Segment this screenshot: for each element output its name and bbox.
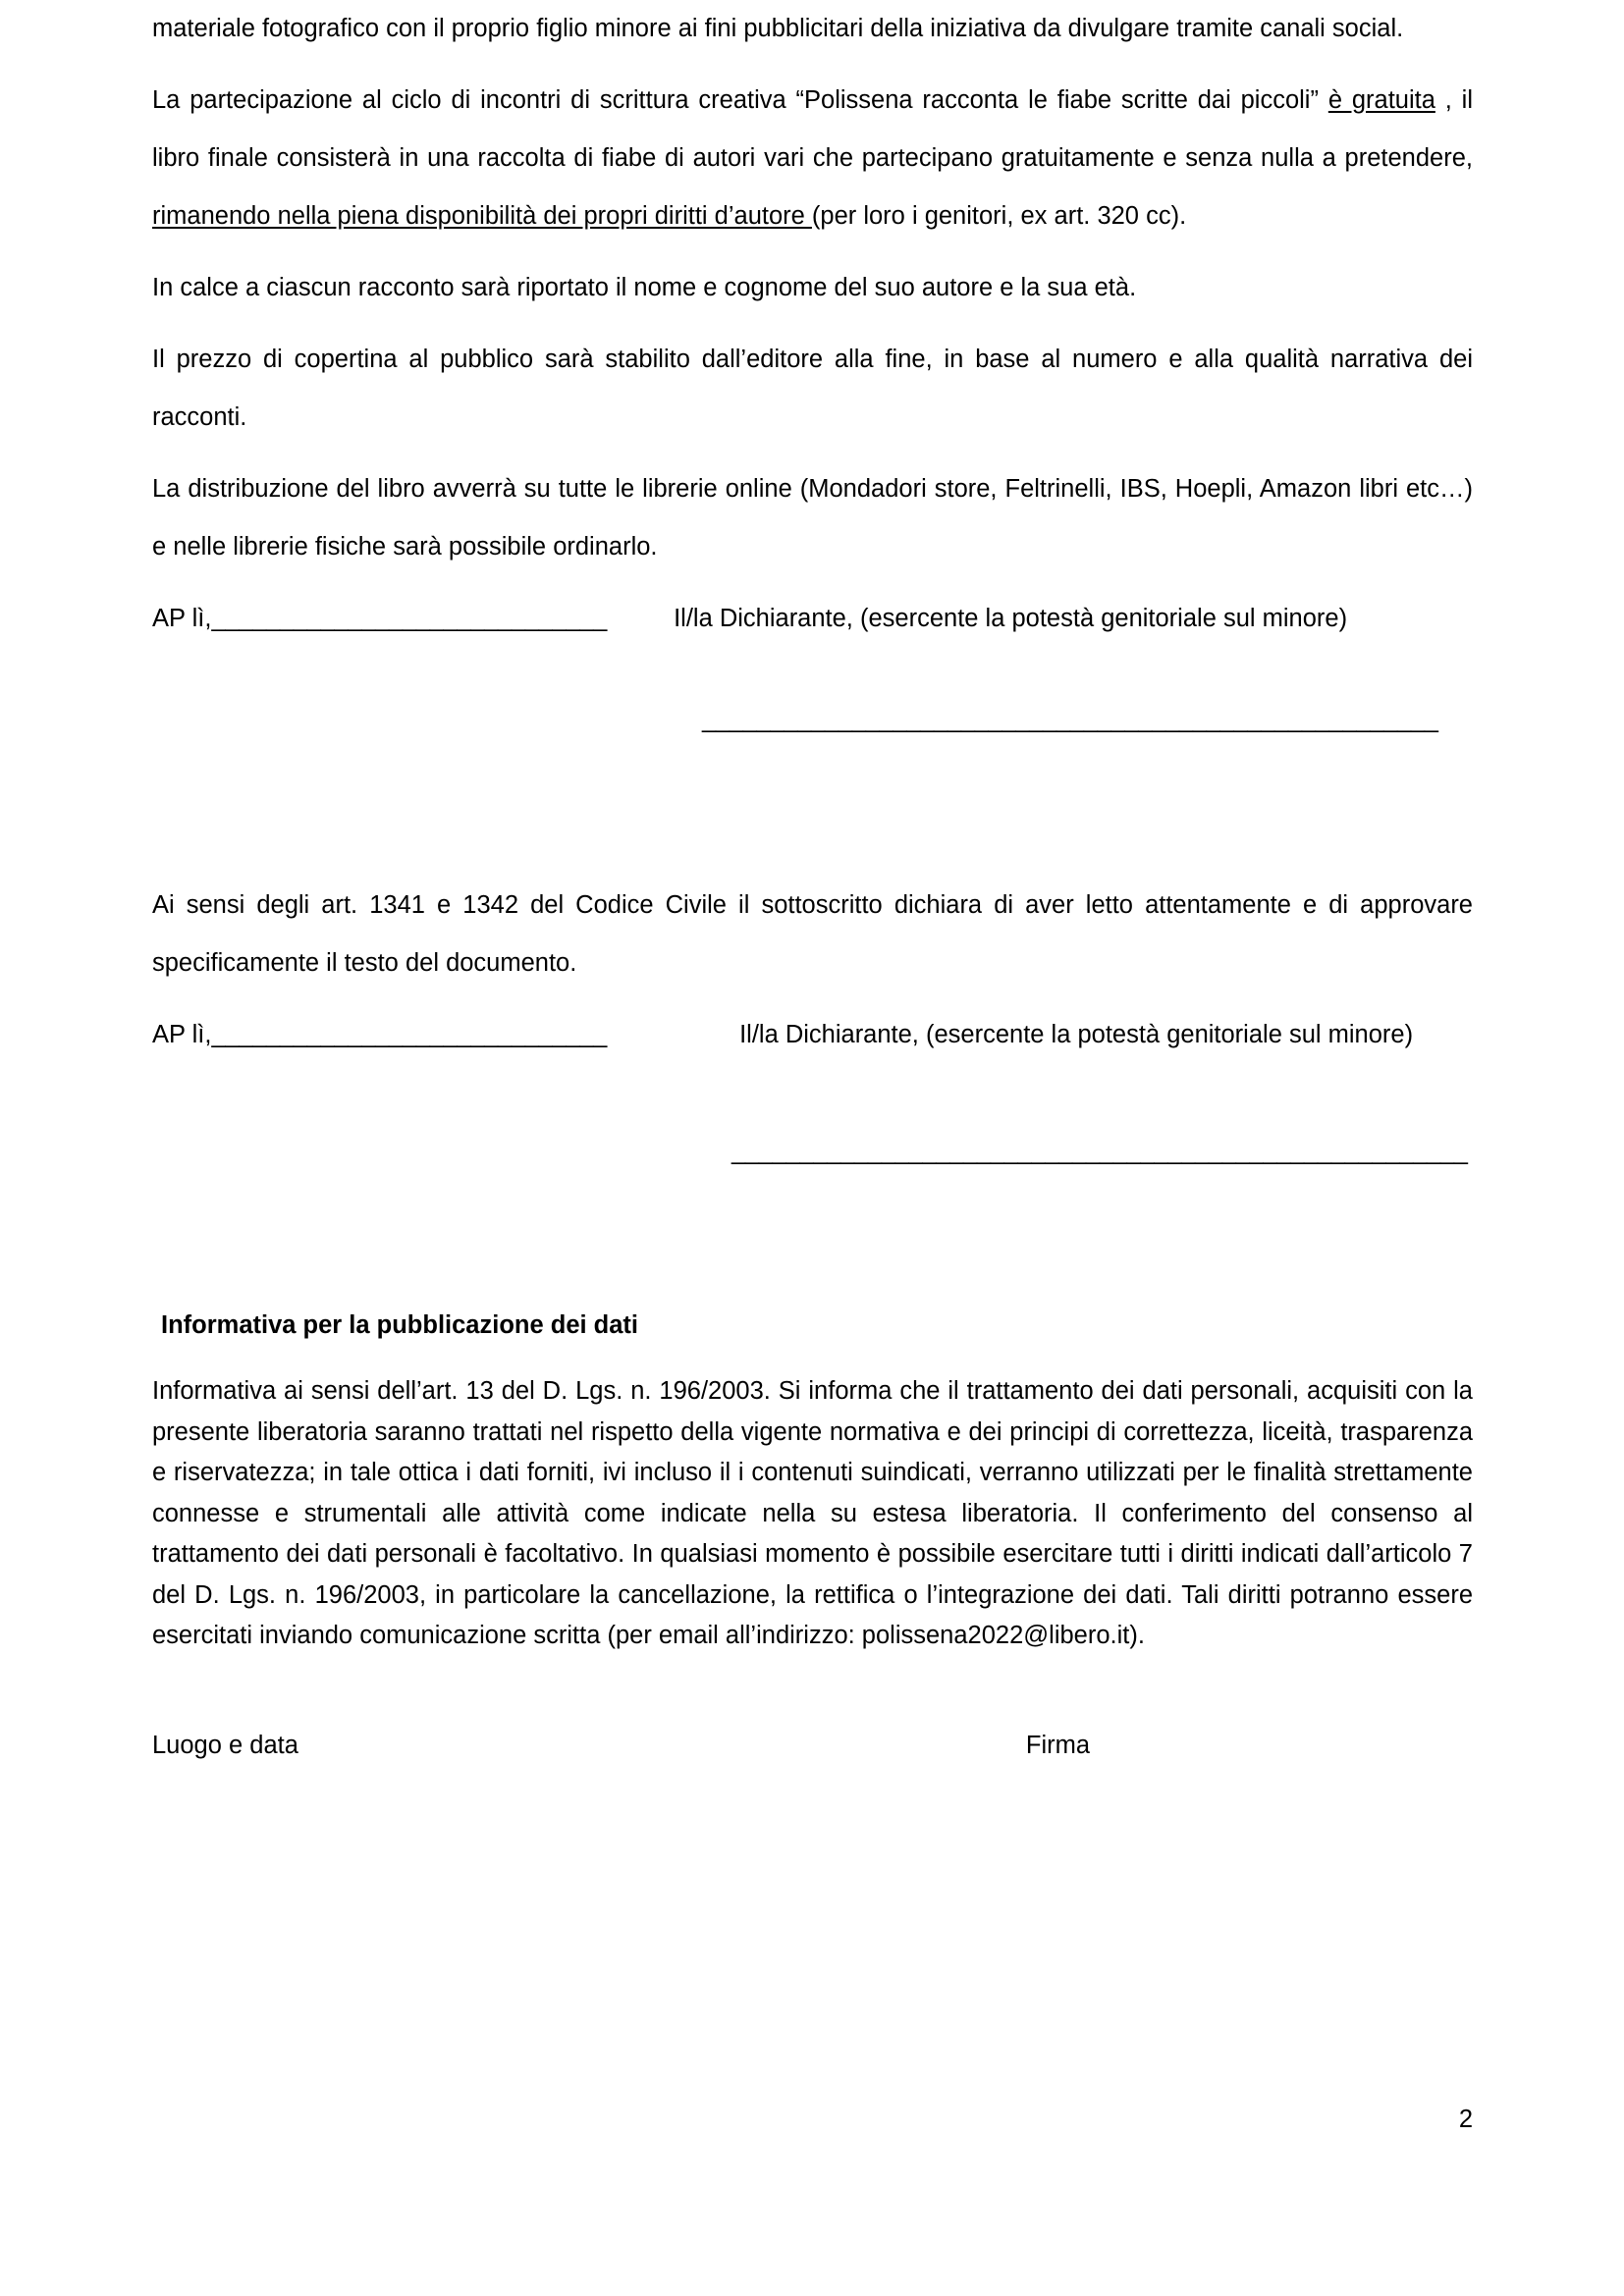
- signature-row-2: [152, 1006, 1473, 1064]
- declarant-label-1: Il/la Dichiarante, (esercente la potestà genitoriale sul minore): [674, 605, 1348, 632]
- signature-line-indent-1: [152, 691, 702, 749]
- emphasis-gratuita: è gratuita: [1327, 86, 1435, 114]
- paragraph-cover-price: Il prezzo di copertina al pubblico sarà stabilito dall’editore alla fine, in base al numero e alla qualità narrativa dei racconti.: [152, 346, 1473, 431]
- place-date-field-2: [152, 1006, 607, 1064]
- paragraph-approval: Ai sensi degli art. 1341 e 1342 del Codice Civile il sottoscritto dichiara di aver letto attentamente e di approvare specificamente il testo del documento.: [152, 891, 1473, 977]
- signature-line-2[interactable]: ______________________________________________________: [731, 1138, 1468, 1165]
- paragraph-participation-part3: (per loro i genitori, ex art. 320 cc).: [811, 202, 1187, 230]
- footer-row: [152, 1726, 1473, 1765]
- document-content: [152, 0, 1473, 1765]
- paragraph-continuation: materiale fotografico con il proprio figlio minore ai fini pubblicitari della iniziativa da divulgare tramite canali social.: [152, 15, 1404, 42]
- signature-line-indent-2: [152, 1123, 731, 1181]
- place-date-label-1: AP lì,: [152, 605, 212, 632]
- footer-place-date-label: Luogo e data: [152, 1731, 298, 1759]
- signature-line-1[interactable]: ______________________________________________________: [702, 706, 1438, 733]
- paragraph-participation: [152, 72, 1473, 245]
- privacy-body: Informativa ai sensi dell’art. 13 del D. Lgs. n. 196/2003. Si informa che il trattamento dei dati personali, acquisiti con la presente liberatoria saranno trattati nel rispetto della vigente normativa e dei principi di correttezza, liceità, trasparenza e riservatezza; in tale ottica i dati forniti, ivi incluso il i contenuti suindicati, verranno utilizzati per le finalità strettamente connesse e strumentali alle attività come indicate nella su estesa liberatoria. Il conferimento del consenso al trattamento dei dati personali è facoltativo. In qualsiasi momento è possibile esercitare tutti i diritti indicati dall’articolo 7 del D. Lgs. n. 196/2003, in particolare la cancellazione, la rettifica o l’integrazione dei dati. Tali diritti potranno essere esercitati inviando comunicazione scritta (per email all’indirizzo: polissena2022@libero.it).: [152, 1377, 1473, 1649]
- signature-line-row-2: [152, 1123, 1473, 1181]
- footer-spacer: [152, 1657, 1473, 1726]
- paragraph-participation-part1: La partecipazione al ciclo di incontri di scrittura creativa “Polissena racconta le fiabe scritte dai piccoli”: [152, 86, 1328, 114]
- page-number: 2: [1458, 2106, 1473, 2133]
- block-spacer-2: [152, 1181, 1473, 1307]
- heading-spacer: [152, 1344, 1473, 1371]
- signature-spacer-1: [152, 648, 1473, 691]
- signature-spacer-2: [152, 1064, 1473, 1123]
- paragraph-distribution: La distribuzione del libro avverrà su tutte le librerie online (Mondadori store, Feltrinelli, IBS, Hoepli, Amazon libri etc…) e nelle librerie fisiche sarà possibile ordinarlo.: [152, 475, 1473, 561]
- footer-gap: [298, 1726, 1026, 1765]
- place-date-label-2: AP lì,: [152, 1021, 212, 1048]
- paragraph-author-credit: In calce a ciascun racconto sarà riportato il nome e cognome del suo autore e la sua età.: [152, 274, 1137, 301]
- place-date-blank-2[interactable]: _____________________________: [211, 1021, 608, 1048]
- place-date-field-1: [152, 590, 607, 648]
- declarant-label-2: Il/la Dichiarante, (esercente la potestà genitoriale sul minore): [739, 1021, 1414, 1048]
- signature-line-row-1: [152, 691, 1473, 749]
- privacy-heading: Informativa per la pubblicazione dei dati: [161, 1311, 639, 1339]
- place-date-blank-1[interactable]: _____________________________: [211, 605, 608, 632]
- paragraph-participation-part2: , il libro finale consisterà in una raccolta di fiabe di autori vari che partecipano gratuitamente e senza nulla a pretendere,: [152, 86, 1473, 172]
- emphasis-diritti-autore: rimanendo nella piena disponibilità dei propri diritti d’autore: [152, 202, 812, 230]
- block-spacer-1: [152, 749, 1473, 877]
- footer-signature-label: Firma: [1025, 1731, 1091, 1759]
- signature-row-1: [152, 590, 1473, 648]
